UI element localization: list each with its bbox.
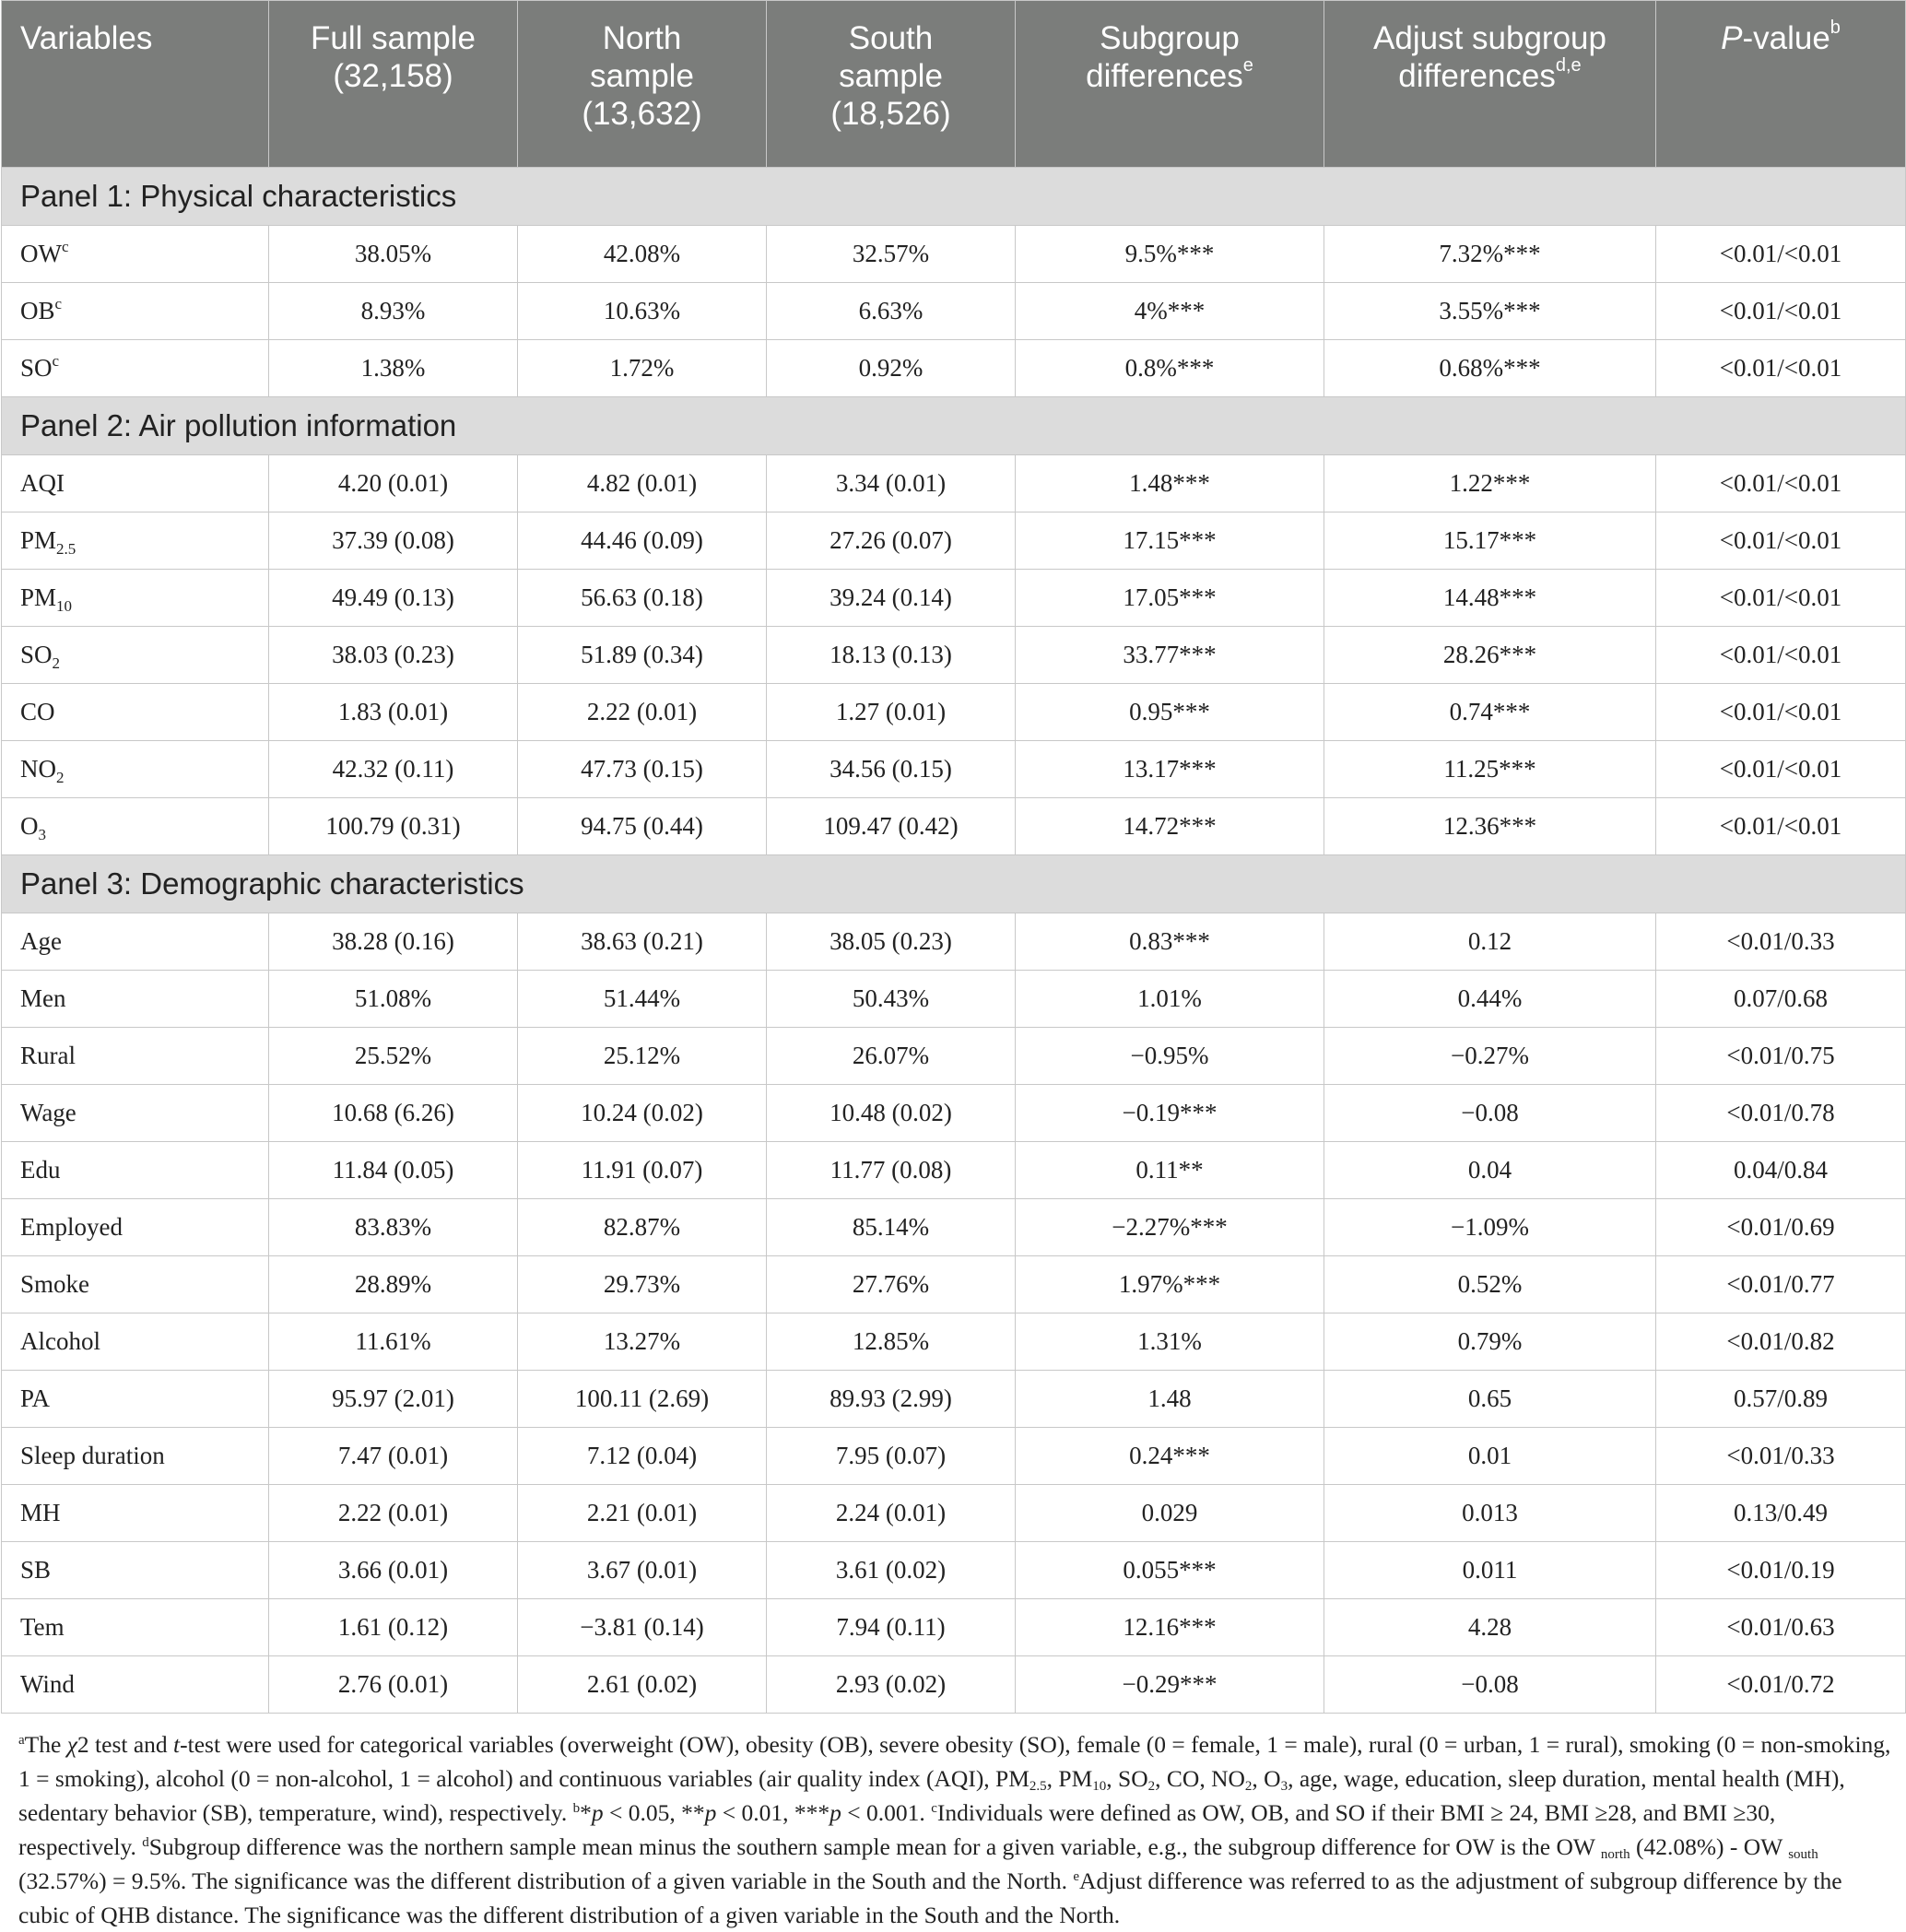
row-label: CO xyxy=(2,684,269,741)
cell-adj: 0.74*** xyxy=(1324,684,1656,741)
cell-adj: 0.44% xyxy=(1324,971,1656,1028)
panel-header-air-pollution: Panel 2: Air pollution information xyxy=(2,397,1906,455)
table-row-so2 xyxy=(2,627,1906,684)
cell-full: 100.79 (0.31) xyxy=(269,798,518,855)
cell-adj: 28.26*** xyxy=(1324,627,1656,684)
header-north-sample: North sample (13,632) xyxy=(518,1,767,168)
table-row-no2 xyxy=(2,741,1906,798)
row-label: $PM_{2.5}$ xyxy=(2,512,269,570)
cell-adj: 0.011 xyxy=(1324,1542,1656,1599)
cell-full: 38.28 (0.16) xyxy=(269,913,518,971)
cell-north: 2.61 (0.02) xyxy=(518,1656,767,1714)
cell-p: <0.01/<0.01 xyxy=(1656,798,1906,855)
table-header-row xyxy=(2,1,1906,168)
cell-south: 1.27 (0.01) xyxy=(767,684,1016,741)
cell-diff: 0.95*** xyxy=(1016,684,1324,741)
table-row-pm10 xyxy=(2,570,1906,627)
row-label: Edu xyxy=(2,1142,269,1199)
table-row-rural xyxy=(2,1028,1906,1085)
row-label: MH xyxy=(2,1485,269,1542)
cell-diff: 14.72*** xyxy=(1016,798,1324,855)
table-row-smoke xyxy=(2,1256,1906,1314)
cell-p: <0.01/0.77 xyxy=(1656,1256,1906,1314)
cell-adj: 0.01 xyxy=(1324,1428,1656,1485)
cell-full: 28.89% xyxy=(269,1256,518,1314)
cell-adj: 0.65 xyxy=(1324,1371,1656,1428)
cell-adj: 11.25*** xyxy=(1324,741,1656,798)
cell-p: <0.01/0.82 xyxy=(1656,1314,1906,1371)
cell-north: 38.63 (0.21) xyxy=(518,913,767,971)
cell-p: <0.01/<0.01 xyxy=(1656,340,1906,397)
cell-south: 2.24 (0.01) xyxy=(767,1485,1016,1542)
cell-diff: 1.48*** xyxy=(1016,455,1324,512)
cell-south: 85.14% xyxy=(767,1199,1016,1256)
cell-full: 37.39 (0.08) xyxy=(269,512,518,570)
cell-p: <0.01/0.33 xyxy=(1656,1428,1906,1485)
cell-full: 95.97 (2.01) xyxy=(269,1371,518,1428)
cell-p: <0.01/0.33 xyxy=(1656,913,1906,971)
table-row-wind xyxy=(2,1656,1906,1714)
cell-south: 89.93 (2.99) xyxy=(767,1371,1016,1428)
header-subgroup-differences: Subgroup differences$^e$ xyxy=(1016,1,1324,168)
cell-south: 12.85% xyxy=(767,1314,1016,1371)
cell-south: 3.61 (0.02) xyxy=(767,1542,1016,1599)
table-row-pm25 xyxy=(2,512,1906,570)
cell-p: <0.01/<0.01 xyxy=(1656,512,1906,570)
cell-diff: 0.24*** xyxy=(1016,1428,1324,1485)
row-label: Men xyxy=(2,971,269,1028)
cell-p: 0.07/0.68 xyxy=(1656,971,1906,1028)
cell-full: 51.08% xyxy=(269,971,518,1028)
panel-header-demographic: Panel 3: Demographic characteristics xyxy=(2,855,1906,913)
table-row-sleep xyxy=(2,1428,1906,1485)
row-label: $O_3$ xyxy=(2,798,269,855)
table-row-co xyxy=(2,684,1906,741)
cell-diff: 12.16*** xyxy=(1016,1599,1324,1656)
data-table xyxy=(1,0,1906,1714)
cell-south: 39.24 (0.14) xyxy=(767,570,1016,627)
cell-south: 6.63% xyxy=(767,283,1016,340)
row-label: Alcohol xyxy=(2,1314,269,1371)
cell-north: 13.27% xyxy=(518,1314,767,1371)
row-label: Age xyxy=(2,913,269,971)
cell-p: 0.13/0.49 xyxy=(1656,1485,1906,1542)
cell-adj: 12.36*** xyxy=(1324,798,1656,855)
cell-north: 10.24 (0.02) xyxy=(518,1085,767,1142)
table-row-age xyxy=(2,913,1906,971)
cell-full: 11.61% xyxy=(269,1314,518,1371)
cell-full: 11.84 (0.05) xyxy=(269,1142,518,1199)
header-variables: Variables xyxy=(2,1,269,168)
cell-north: 4.82 (0.01) xyxy=(518,455,767,512)
header-p-value: P-value$^b$ xyxy=(1656,1,1906,168)
row-label: Wage xyxy=(2,1085,269,1142)
cell-diff: 9.5%*** xyxy=(1016,226,1324,283)
cell-full: 1.83 (0.01) xyxy=(269,684,518,741)
cell-south: 7.95 (0.07) xyxy=(767,1428,1016,1485)
row-label: Wind xyxy=(2,1656,269,1714)
row-label: Tem xyxy=(2,1599,269,1656)
cell-diff: 1.31% xyxy=(1016,1314,1324,1371)
cell-south: 32.57% xyxy=(767,226,1016,283)
cell-p: <0.01/0.19 xyxy=(1656,1542,1906,1599)
table-row-aqi xyxy=(2,455,1906,512)
cell-south: 109.47 (0.42) xyxy=(767,798,1016,855)
cell-p: <0.01/<0.01 xyxy=(1656,627,1906,684)
cell-full: 1.38% xyxy=(269,340,518,397)
cell-south: 50.43% xyxy=(767,971,1016,1028)
cell-full: 2.76 (0.01) xyxy=(269,1656,518,1714)
cell-diff: 0.11** xyxy=(1016,1142,1324,1199)
cell-south: 2.93 (0.02) xyxy=(767,1656,1016,1714)
table-row-men xyxy=(2,971,1906,1028)
cell-north: 47.73 (0.15) xyxy=(518,741,767,798)
cell-adj: −0.27% xyxy=(1324,1028,1656,1085)
cell-diff: 1.48 xyxy=(1016,1371,1324,1428)
cell-adj: −1.09% xyxy=(1324,1199,1656,1256)
cell-full: 2.22 (0.01) xyxy=(269,1485,518,1542)
row-label: $SO^c$ xyxy=(2,340,269,397)
table-footnote: $^a$The χ2 test and t-test were used for categorical variables (overweight (OW), obesity (OB), severe obesity (SO), female (0 = female, 1 = male), rural (0 = urban, 1 = rural), smoking (0 = non-smoking, 1 = smoking), alcohol (0 = non-alcohol, 1 = alcohol) and continuous variables (air quality index (AQI), $PM_{2.5}$, $PM_{10}$, $SO_2$, CO, $NO_2$, $O_3$, age, wage, education, sleep duration, mental health (MH), sedentary behavior (SB), temperature, wind), respectively. $^b$*p < 0.05, **p < 0.01, ***p < 0.001. $^c$Individuals were defined as OW, OB, and SO if their BMI ≥ 24, BMI ≥28, and BMI ≥30, respectively. $^d$Subgroup difference was the northern sample mean minus the southern sample mean for a given variable, e.g., the subgroup difference for OW is the OW $_{north}$ (42.08%) - OW $_{south}$ (32.57%) = 9.5%. The significance was the different distribution of a given variable in the South and the North. $^e$Adjust difference was referred to as the adjustment of subgroup difference by the cubic of QHB distance. The significance was the different distribution of a given variable in the South and the North. xyxy=(18,1731,1891,1928)
cell-diff: −0.19*** xyxy=(1016,1085,1324,1142)
cell-north: 82.87% xyxy=(518,1199,767,1256)
cell-south: 11.77 (0.08) xyxy=(767,1142,1016,1199)
cell-p: <0.01/<0.01 xyxy=(1656,455,1906,512)
cell-south: 0.92% xyxy=(767,340,1016,397)
cell-full: 38.03 (0.23) xyxy=(269,627,518,684)
cell-south: 18.13 (0.13) xyxy=(767,627,1016,684)
cell-south: 34.56 (0.15) xyxy=(767,741,1016,798)
panel-header-physical: Panel 1: Physical characteristics xyxy=(2,168,1906,226)
header-full-sample: Full sample (32,158) xyxy=(269,1,518,168)
cell-north: 2.21 (0.01) xyxy=(518,1485,767,1542)
cell-full: 83.83% xyxy=(269,1199,518,1256)
cell-p: <0.01/0.75 xyxy=(1656,1028,1906,1085)
cell-north: 100.11 (2.69) xyxy=(518,1371,767,1428)
cell-north: 7.12 (0.04) xyxy=(518,1428,767,1485)
row-label: $OB^c$ xyxy=(2,283,269,340)
cell-adj: −0.08 xyxy=(1324,1085,1656,1142)
cell-north: 11.91 (0.07) xyxy=(518,1142,767,1199)
cell-adj: 15.17*** xyxy=(1324,512,1656,570)
table-row-wage xyxy=(2,1085,1906,1142)
cell-diff: 17.15*** xyxy=(1016,512,1324,570)
cell-diff: 0.029 xyxy=(1016,1485,1324,1542)
cell-diff: 0.055*** xyxy=(1016,1542,1324,1599)
cell-p: <0.01/0.69 xyxy=(1656,1199,1906,1256)
cell-south: 7.94 (0.11) xyxy=(767,1599,1016,1656)
cell-full: 1.61 (0.12) xyxy=(269,1599,518,1656)
table-row-pa xyxy=(2,1371,1906,1428)
row-label: SB xyxy=(2,1542,269,1599)
header-south-sample: South sample (18,526) xyxy=(767,1,1016,168)
cell-diff: 0.83*** xyxy=(1016,913,1324,971)
cell-full: 49.49 (0.13) xyxy=(269,570,518,627)
cell-south: 3.34 (0.01) xyxy=(767,455,1016,512)
cell-adj: −0.08 xyxy=(1324,1656,1656,1714)
cell-adj: 4.28 xyxy=(1324,1599,1656,1656)
cell-north: 44.46 (0.09) xyxy=(518,512,767,570)
cell-adj: 0.79% xyxy=(1324,1314,1656,1371)
cell-p: 0.04/0.84 xyxy=(1656,1142,1906,1199)
cell-full: 8.93% xyxy=(269,283,518,340)
cell-north: 29.73% xyxy=(518,1256,767,1314)
cell-north: 1.72% xyxy=(518,340,767,397)
cell-south: 38.05 (0.23) xyxy=(767,913,1016,971)
cell-adj: 0.04 xyxy=(1324,1142,1656,1199)
cell-full: 25.52% xyxy=(269,1028,518,1085)
cell-diff: 4%*** xyxy=(1016,283,1324,340)
cell-full: 10.68 (6.26) xyxy=(269,1085,518,1142)
table-row-ob xyxy=(2,283,1906,340)
cell-south: 10.48 (0.02) xyxy=(767,1085,1016,1142)
cell-p: <0.01/<0.01 xyxy=(1656,741,1906,798)
cell-full: 38.05% xyxy=(269,226,518,283)
table-row-ow xyxy=(2,226,1906,283)
table-row-employed xyxy=(2,1199,1906,1256)
cell-full: 4.20 (0.01) xyxy=(269,455,518,512)
cell-adj: 3.55%*** xyxy=(1324,283,1656,340)
row-label: Rural xyxy=(2,1028,269,1085)
cell-north: −3.81 (0.14) xyxy=(518,1599,767,1656)
cell-north: 25.12% xyxy=(518,1028,767,1085)
cell-adj: 0.013 xyxy=(1324,1485,1656,1542)
cell-north: 42.08% xyxy=(518,226,767,283)
row-label: Sleep duration xyxy=(2,1428,269,1485)
cell-p: <0.01/<0.01 xyxy=(1656,226,1906,283)
cell-adj: 0.12 xyxy=(1324,913,1656,971)
cell-north: 51.89 (0.34) xyxy=(518,627,767,684)
cell-full: 7.47 (0.01) xyxy=(269,1428,518,1485)
cell-adj: 14.48*** xyxy=(1324,570,1656,627)
row-label: Smoke xyxy=(2,1256,269,1314)
cell-north: 2.22 (0.01) xyxy=(518,684,767,741)
row-label: $NO_2$ xyxy=(2,741,269,798)
table-row-so xyxy=(2,340,1906,397)
cell-south: 27.26 (0.07) xyxy=(767,512,1016,570)
cell-p: <0.01/0.78 xyxy=(1656,1085,1906,1142)
cell-diff: 13.17*** xyxy=(1016,741,1324,798)
cell-p: 0.57/0.89 xyxy=(1656,1371,1906,1428)
cell-north: 3.67 (0.01) xyxy=(518,1542,767,1599)
header-adjust-subgroup-differences: Adjust subgroup differences$^{d,e}$ xyxy=(1324,1,1656,168)
cell-full: 42.32 (0.11) xyxy=(269,741,518,798)
table-row-alcohol xyxy=(2,1314,1906,1371)
row-label: $OW^c$ xyxy=(2,226,269,283)
cell-north: 10.63% xyxy=(518,283,767,340)
cell-north: 94.75 (0.44) xyxy=(518,798,767,855)
cell-diff: −0.95% xyxy=(1016,1028,1324,1085)
cell-diff: 1.01% xyxy=(1016,971,1324,1028)
cell-diff: −2.27%*** xyxy=(1016,1199,1324,1256)
cell-adj: 0.52% xyxy=(1324,1256,1656,1314)
cell-diff: 1.97%*** xyxy=(1016,1256,1324,1314)
cell-adj: 0.68%*** xyxy=(1324,340,1656,397)
table-row-mh xyxy=(2,1485,1906,1542)
row-label: AQI xyxy=(2,455,269,512)
cell-p: <0.01/<0.01 xyxy=(1656,684,1906,741)
row-label: Employed xyxy=(2,1199,269,1256)
table-row-edu xyxy=(2,1142,1906,1199)
table-row-o3 xyxy=(2,798,1906,855)
cell-south: 27.76% xyxy=(767,1256,1016,1314)
cell-diff: −0.29*** xyxy=(1016,1656,1324,1714)
cell-adj: 1.22*** xyxy=(1324,455,1656,512)
row-label: $PM_{10}$ xyxy=(2,570,269,627)
cell-diff: 33.77*** xyxy=(1016,627,1324,684)
cell-p: <0.01/<0.01 xyxy=(1656,283,1906,340)
cell-p: <0.01/0.72 xyxy=(1656,1656,1906,1714)
cell-p: <0.01/0.63 xyxy=(1656,1599,1906,1656)
cell-north: 51.44% xyxy=(518,971,767,1028)
row-label: $SO_2$ xyxy=(2,627,269,684)
cell-diff: 17.05*** xyxy=(1016,570,1324,627)
cell-full: 3.66 (0.01) xyxy=(269,1542,518,1599)
cell-adj: 7.32%*** xyxy=(1324,226,1656,283)
cell-p: <0.01/<0.01 xyxy=(1656,570,1906,627)
table-row-tem xyxy=(2,1599,1906,1656)
row-label: PA xyxy=(2,1371,269,1428)
cell-south: 26.07% xyxy=(767,1028,1016,1085)
cell-diff: 0.8%*** xyxy=(1016,340,1324,397)
table-row-sb xyxy=(2,1542,1906,1599)
cell-north: 56.63 (0.18) xyxy=(518,570,767,627)
